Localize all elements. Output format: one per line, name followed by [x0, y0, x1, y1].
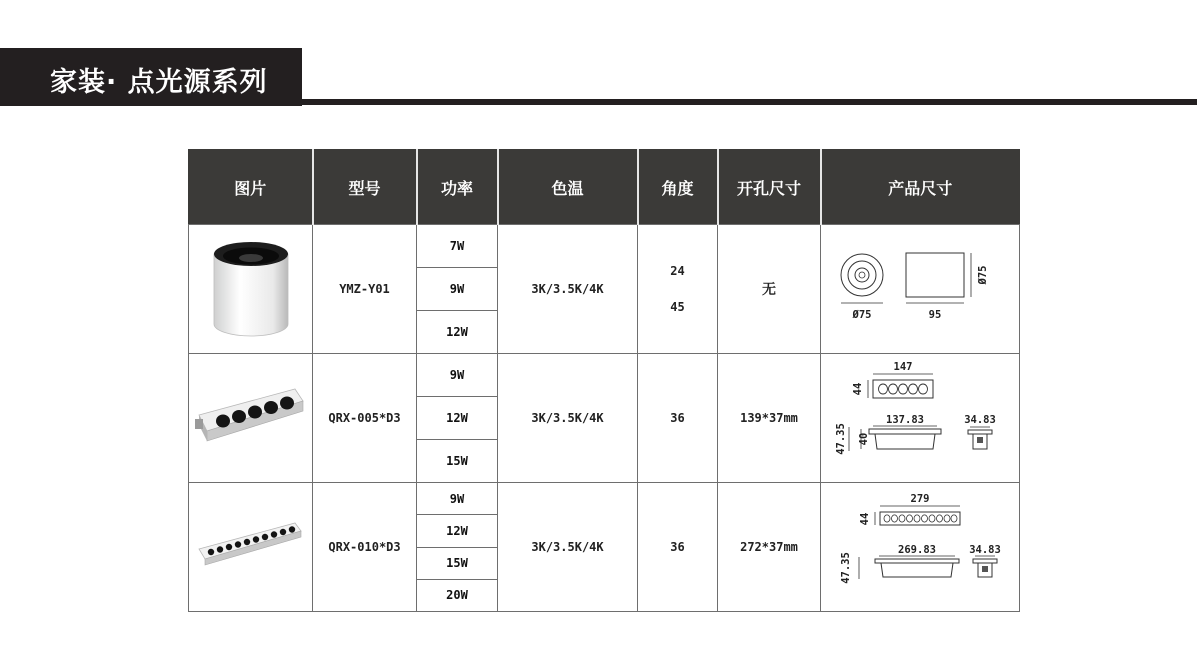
model-cell: YMZ-Y01: [313, 225, 417, 354]
dim-front-diameter: Ø75: [852, 309, 872, 321]
power-option: 15W: [417, 548, 497, 580]
dim-top-length: 279: [910, 493, 930, 505]
product-table: [188, 149, 1020, 612]
dim-total-height: 47.35: [835, 423, 847, 455]
power-option: 12W: [446, 325, 468, 339]
col-header-cutout: 开孔尺寸: [718, 150, 821, 225]
dim-end-width: 34.83: [964, 414, 996, 426]
power-cell: [417, 225, 498, 354]
dim-side-height: Ø75: [977, 265, 989, 285]
dimension-drawing-cell: [821, 354, 1020, 483]
power-option: 12W: [417, 397, 497, 440]
power-option: 20W: [446, 588, 468, 603]
dim-body-length: 137.83: [886, 414, 924, 426]
power-option: 9W: [417, 354, 497, 397]
cutout-cell: 272*37mm: [718, 483, 821, 612]
power-option: 15W: [446, 454, 468, 468]
power-option: 9W: [417, 483, 497, 515]
angle-cell: 36: [638, 354, 718, 483]
angle-cell: [638, 225, 718, 354]
page-title: 家装· 点光源系列: [50, 67, 268, 98]
cylinder-downlight-icon: [206, 232, 296, 342]
dim-top-width: 44: [852, 382, 864, 396]
col-header-cct: 色温: [498, 150, 638, 225]
angle-cell: 36: [638, 483, 718, 612]
table-row: [189, 354, 1020, 483]
col-header-dimensions: 产品尺寸: [821, 150, 1020, 225]
table-row: [189, 483, 1020, 612]
col-header-image: 图片: [189, 150, 313, 225]
power-option: 7W: [417, 225, 497, 268]
col-header-angle: 角度: [638, 150, 718, 225]
angle-value: 24: [670, 264, 685, 278]
five-head-dimension-drawing: [835, 361, 1005, 471]
cutout-cell: 无: [718, 225, 821, 354]
ten-head-linear-light-icon: [195, 515, 307, 575]
table-row: [189, 225, 1020, 354]
dim-end-width: 34.83: [969, 544, 1001, 556]
dim-side-width: 95: [928, 309, 942, 321]
model-cell: QRX-010*D3: [313, 483, 417, 612]
dimension-drawing-cell: [821, 483, 1020, 612]
product-image-cell: [189, 483, 313, 612]
col-header-model: 型号: [313, 150, 417, 225]
cct-cell: 3K/3.5K/4K: [498, 483, 638, 612]
five-head-linear-light-icon: [195, 381, 307, 451]
product-image-cell: [189, 354, 313, 483]
dim-body-height: 40: [858, 432, 870, 446]
dim-total-height: 47.35: [840, 552, 852, 584]
col-header-power: 功率: [417, 150, 498, 225]
power-option: 12W: [417, 515, 497, 547]
ten-head-dimension-drawing: [835, 490, 1005, 600]
downlight-dimension-drawing: [840, 247, 1000, 327]
power-option: 9W: [417, 268, 497, 311]
power-cell: [417, 354, 498, 483]
dim-body-length: 269.83: [898, 544, 936, 556]
table-header-row: [189, 150, 1020, 225]
model-cell: QRX-005*D3: [313, 354, 417, 483]
angle-value: 45: [670, 300, 685, 314]
dimension-drawing-cell: [821, 225, 1020, 354]
dim-top-width: 44: [859, 512, 871, 526]
header-rule: [302, 99, 1197, 105]
power-cell: [417, 483, 498, 612]
product-image-cell: [189, 225, 313, 354]
cct-cell: 3K/3.5K/4K: [498, 354, 638, 483]
cct-cell: 3K/3.5K/4K: [498, 225, 638, 354]
cutout-cell: 139*37mm: [718, 354, 821, 483]
header-banner: [0, 48, 302, 106]
dim-top-length: 147: [893, 361, 913, 373]
